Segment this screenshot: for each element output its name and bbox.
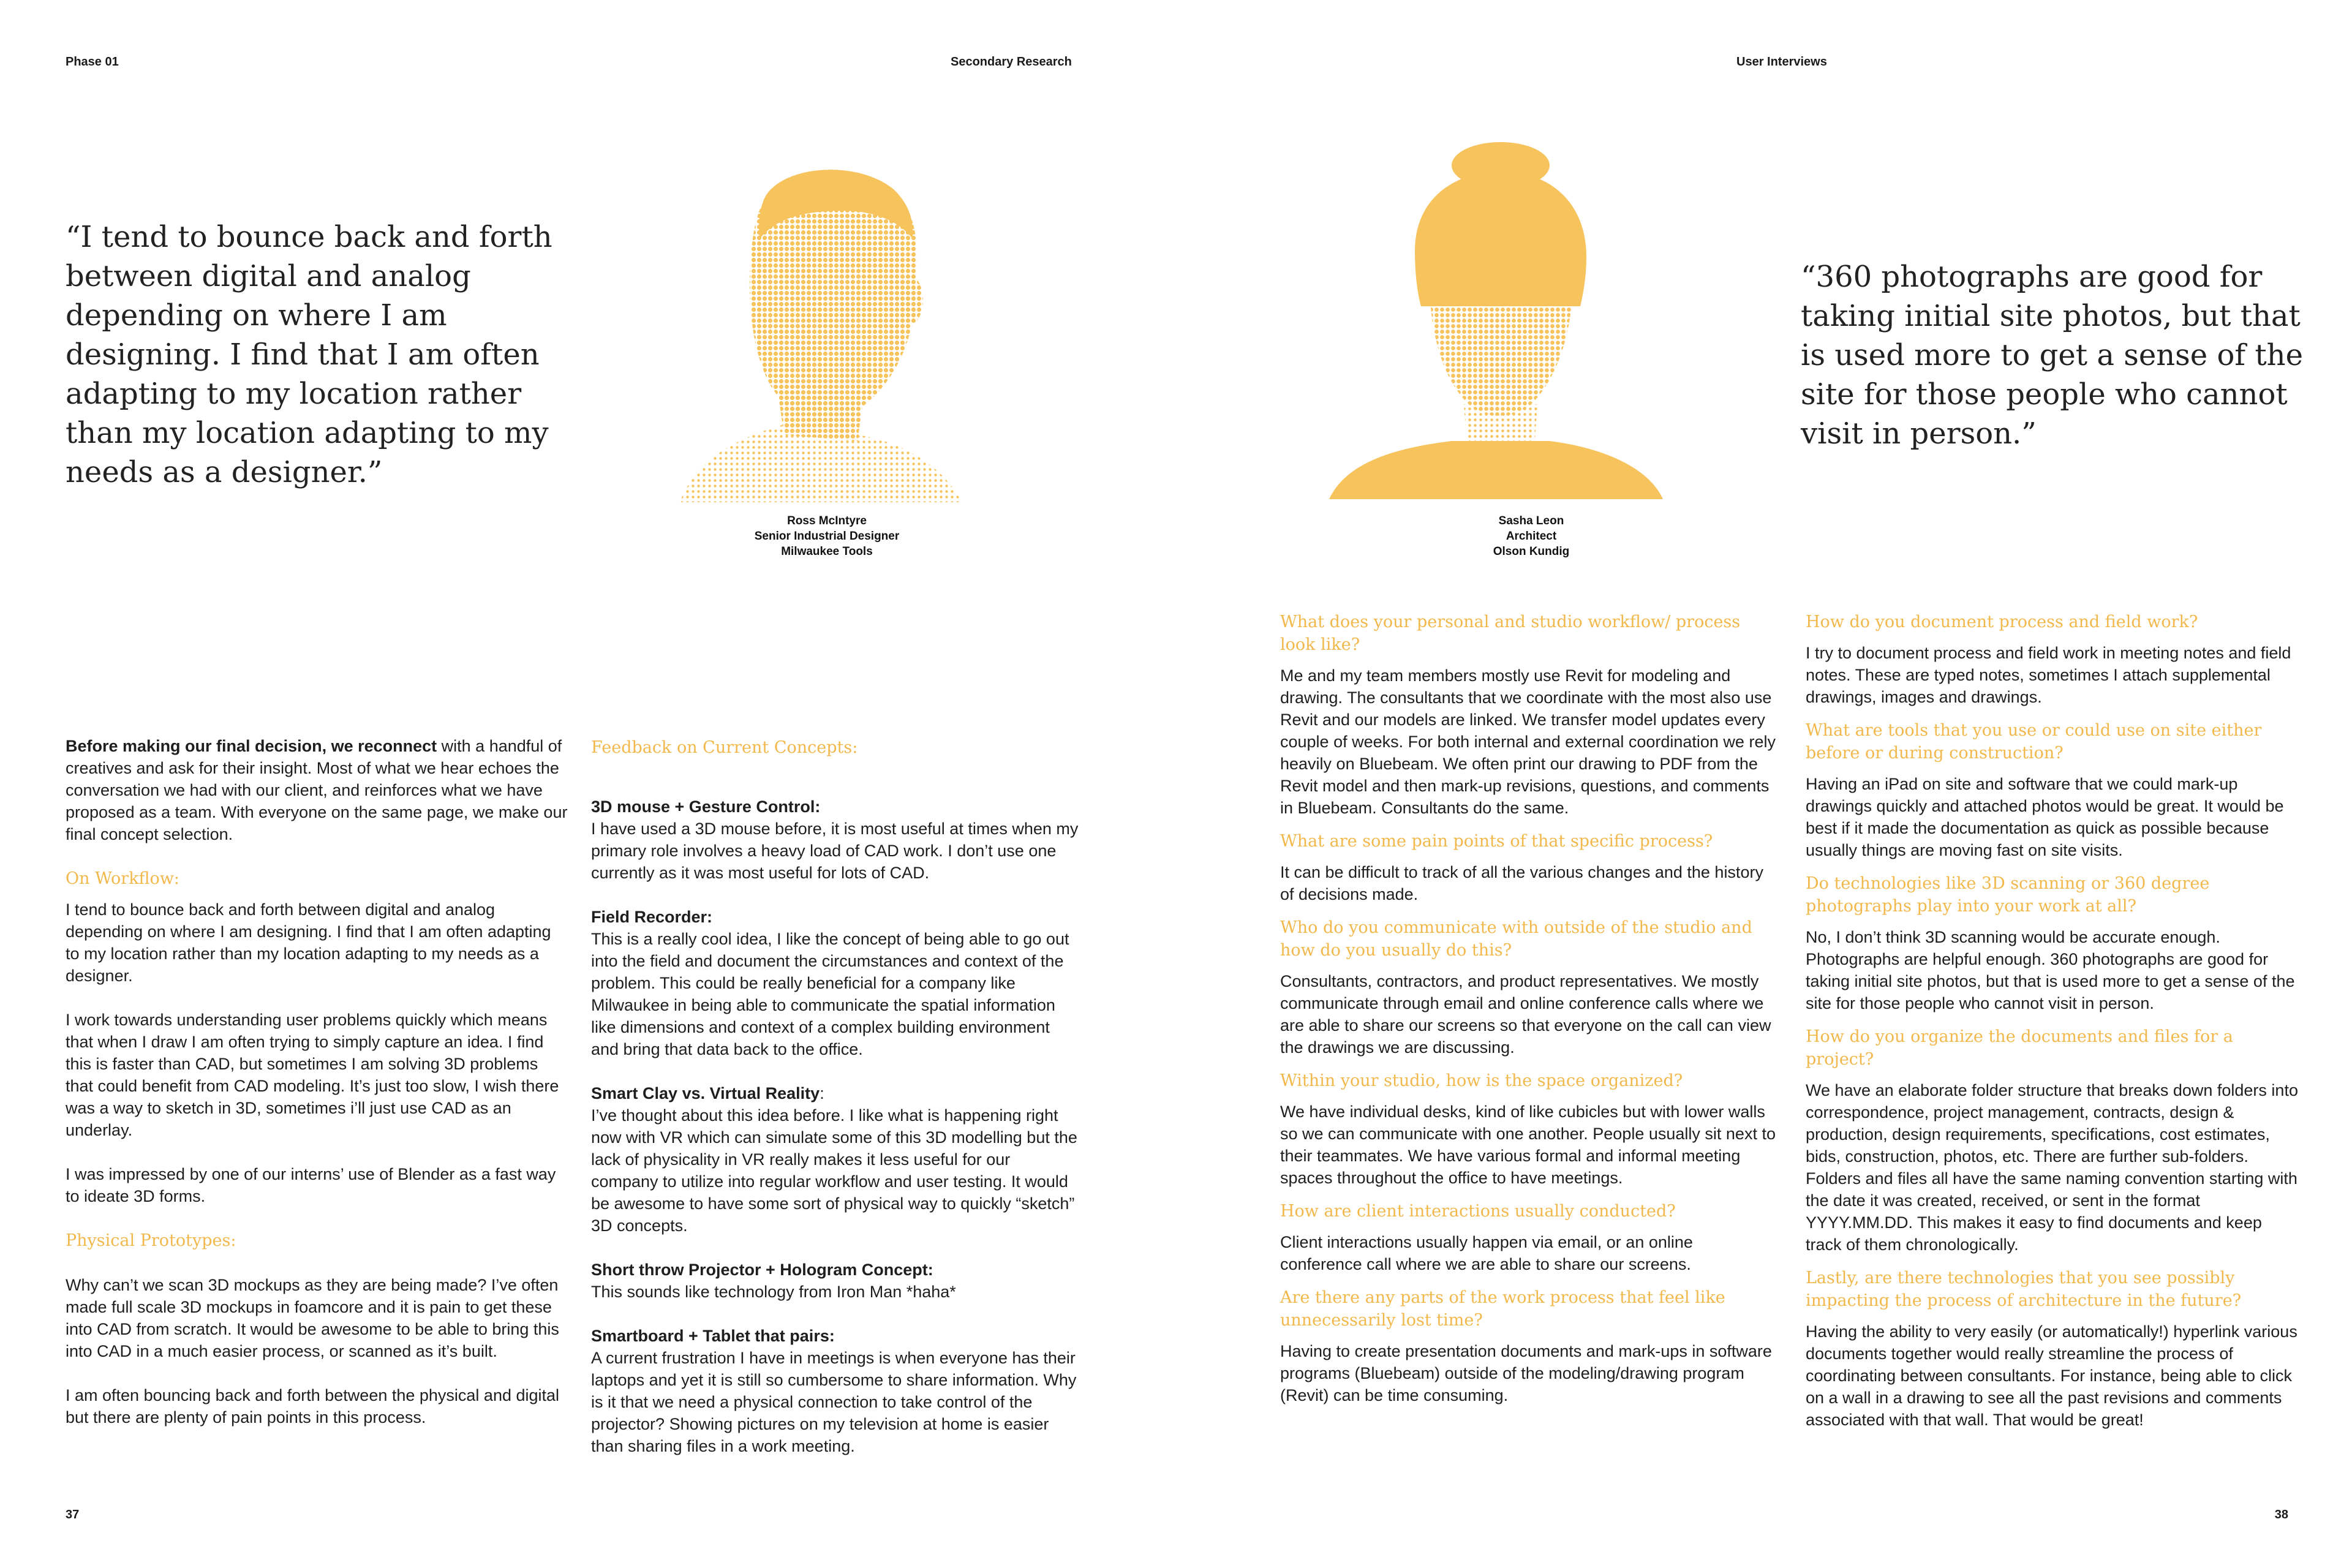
pull-quote-right: “360 photographs are good for taking initial site photos, but that is used more to get a sense of the site for those people who cannot visit in person.” xyxy=(1801,260,2303,451)
interview-question: What are tools that you use or could use on site either before or during construction? xyxy=(1806,721,2262,763)
feedback-title-suffix: : xyxy=(820,1084,824,1102)
feedback-heading: Feedback on Current Concepts: xyxy=(591,738,858,757)
interview-question: How do you organize the documents and files for a project? xyxy=(1806,1027,2233,1069)
feedback-title xyxy=(591,1082,1081,1104)
feedback-title: Short throw Projector + Hologram Concept: xyxy=(591,1261,933,1279)
person1-name: Ross McIntyre xyxy=(787,514,867,527)
interview-question: Are there any parts of the work process that feel like unnecessarily lost time? xyxy=(1280,1288,1725,1330)
interview-answer: Having an iPad on site and software that we could mark-up drawings quickly and attached photos would be great. It would be best if it made the documentation as quick as possible because usually things are moving fast on site visits. xyxy=(1806,775,2284,859)
intro-paragraph xyxy=(66,735,568,845)
interview-question: How do you document process and field work? xyxy=(1806,612,2198,631)
person1-company: Milwaukee Tools xyxy=(781,545,873,558)
feedback-body: This is a really cool idea, I like the concept of being able to go out into the field and document the circumstances and context of the problem. This could be really beneficial for a company like Milwaukee in being able to communicate the spatial information like dimensions and context of a complex building environment and bring that data back to the office. xyxy=(591,930,1069,1058)
feedback-body: I have used a 3D mouse before, it is most useful at times when my primary role involves a heavy load of CAD work. I don’t use one currently as it was most useful for lots of CAD. xyxy=(591,820,1079,882)
interview-answer: Me and my team members mostly use Revit for modeling and drawing. The consultants that we coordinate with the most also use Revit and our models are linked. We transfer model updates every couple of weeks. For both internal and external coordination we rely heavily on Bluebeam. We often print our drawing to PDF from the Revit model and then mark-up revisions, questions, and comments in Bluebeam. Consultants do the same. xyxy=(1280,666,1776,817)
caption-person1 xyxy=(674,513,980,559)
portrait-ross-mcintyre xyxy=(674,147,980,502)
pull-quote-left: “I tend to bounce back and forth between digital and analog depending on where I am designing. I find that I am often adapting to my location rather than my location adapting to my needs as a designer.” xyxy=(66,220,552,489)
feedback-item xyxy=(591,1325,1081,1457)
feedback-body: This sounds like technology from Iron Man *haha* xyxy=(591,1283,956,1301)
feedback-title: Smartboard + Tablet that pairs: xyxy=(591,1327,835,1345)
feedback-item xyxy=(591,906,1081,1060)
interview-question: How are client interactions usually conducted? xyxy=(1280,1202,1676,1221)
column-interview-b xyxy=(1806,611,2302,1439)
page-number-right: 38 xyxy=(2274,1508,2288,1521)
feedback-item xyxy=(591,796,1081,884)
feedback-title-text: Smart Clay vs. Virtual Reality xyxy=(591,1084,820,1102)
feedback-item xyxy=(591,1259,1081,1303)
interview-question: Do technologies like 3D scanning or 360 degree photographs play into your work at all? xyxy=(1806,874,2210,916)
prototypes-paragraph-2: I am often bouncing back and forth between the physical and digital but there are plenty of pain points in this process. xyxy=(66,1386,560,1427)
column-intro-workflow xyxy=(66,735,568,1450)
interview-question: What does your personal and studio workflow/ process look like? xyxy=(1280,612,1741,654)
interview-answer: Consultants, contractors, and product representatives. We mostly communicate through email and online conference calls where we are able to share our screens so that everyone on the call can view the drawings we are discussing. xyxy=(1280,972,1771,1057)
interview-answer: I try to document process and field work in meeting notes and field notes. These are typed notes, sometimes I attach supplemental drawings, images and drawings. xyxy=(1806,644,2291,706)
interview-question: Who do you communicate with outside of the studio and how do you usually do this? xyxy=(1280,918,1752,960)
workflow-paragraph-3: I was impressed by one of our interns’ use of Blender as a fast way to ideate 3D forms. xyxy=(66,1165,556,1205)
feedback-title: Field Recorder: xyxy=(591,908,713,926)
column-interview-a xyxy=(1280,611,1776,1415)
caption-person2 xyxy=(1390,513,1672,559)
person2-title: Architect xyxy=(1506,530,1557,543)
workflow-paragraph-1: I tend to bounce back and forth between digital and analog depending on where I am designing. I find that I am often adapting to my location rather than my location adapting to my needs as a designer. xyxy=(66,900,551,985)
header-subsection: User Interviews xyxy=(1736,55,1827,69)
workflow-paragraph-2: I work towards understanding user problems quickly which means that when I draw I am often trying to simply capture an idea. I find this is faster than CAD, but sometimes I am solving 3D problems that could benefit from CAD modeling. It’s just too slow, I wish there was a way to sketch in 3D, sometimes i’ll just use CAD as an underlay. xyxy=(66,1011,559,1139)
interview-answer: Client interactions usually happen via email, or an online conference call where we are able to share our screens. xyxy=(1280,1233,1693,1273)
feedback-title: 3D mouse + Gesture Control: xyxy=(591,797,821,816)
interview-answer: No, I don’t think 3D scanning would be accurate enough. Photographs are helpful enough. 360 photographs are good for taking initial site photos, but that is used more to get a sense of the site for those people who cannot visit in person. xyxy=(1806,928,2295,1012)
feedback-body: I’ve thought about this idea before. I like what is happening right now with VR which can simulate some of this 3D modelling but the lack of physicality in VR really makes it less useful for our company to utilize into regular workflow and user testing. It would be awesome to have some sort of physical way to quickly “sketch” 3D concepts. xyxy=(591,1106,1077,1235)
interview-question: Lastly, are there technologies that you see possibly impacting the process of architecture in the future? xyxy=(1806,1268,2242,1310)
prototypes-heading: Physical Prototypes: xyxy=(66,1231,236,1250)
interview-answer: Having the ability to very easily (or automatically!) hyperlink various documents together would really streamline the process of coordinating between consultants. For instance, being able to click on a wall in a drawing to see all the past revisions and comments associated with that wall. That would be great! xyxy=(1806,1322,2297,1429)
interview-answer: We have individual desks, kind of like cubicles but with lower walls so we can communicate with one another. People usually sit next to their teammates. We have various formal and informal meeting spaces throughout the office to have meetings. xyxy=(1280,1102,1776,1187)
interview-answer: Having to create presentation documents and mark-ups in software programs (Bluebeam) outside of the modeling/drawing program (Revit) can be time consuming. xyxy=(1280,1342,1772,1404)
interview-answer: We have an elaborate folder structure that breaks down folders into correspondence, project management, contracts, design & production, design requirements, specifications, cost estimates, bids, construction, photos, etc. There are further sub-folders. Folders and files all have the same naming convention starting with the date it was created, received, or sent in the format YYYY.MM.DD. This makes it easy to find documents and keep track of them chronologically. xyxy=(1806,1081,2298,1254)
interview-question: Within your studio, how is the space organized? xyxy=(1280,1071,1683,1090)
interview-question: What are some pain points of that specific process? xyxy=(1280,832,1713,851)
workflow-heading: On Workflow: xyxy=(66,869,180,888)
feedback-item xyxy=(591,1082,1081,1237)
intro-rest: with a handful of creatives and ask for their insight. Most of what we hear echoes the conversation we had with our client, and reinforces what we have proposed as a team. With everyone on the same page, we make our final concept selection. xyxy=(66,737,568,843)
prototypes-paragraph-1: Why can’t we scan 3D mockups as they are being made? I’ve often made full scale 3D mockups in foamcore and it is pain to get these into CAD from scratch. It would be awesome to be able to bring this into CAD in a much easier process, or scanned as it’s built. xyxy=(66,1276,559,1360)
header-section: Secondary Research xyxy=(951,55,1072,69)
person1-title: Senior Industrial Designer xyxy=(754,530,900,543)
column-feedback xyxy=(591,736,1081,1457)
interview-answer: It can be difficult to track of all the various changes and the history of decisions made. xyxy=(1280,863,1763,903)
header-phase: Phase 01 xyxy=(66,55,119,69)
feedback-body: A current frustration I have in meetings is when everyone has their laptops and yet it is still so cumbersome to share information. Why is it that we need a physical connection to take control of the projector? Showing pictures on my television at home is easier than sharing files in a work meeting. xyxy=(591,1349,1077,1455)
person2-name: Sasha Leon xyxy=(1498,514,1564,527)
person2-company: Olson Kundig xyxy=(1493,545,1570,558)
portrait-sasha-leon xyxy=(1329,147,1672,502)
intro-bold: Before making our final decision, we reconnect xyxy=(66,737,437,755)
page-number-left: 37 xyxy=(66,1508,80,1521)
